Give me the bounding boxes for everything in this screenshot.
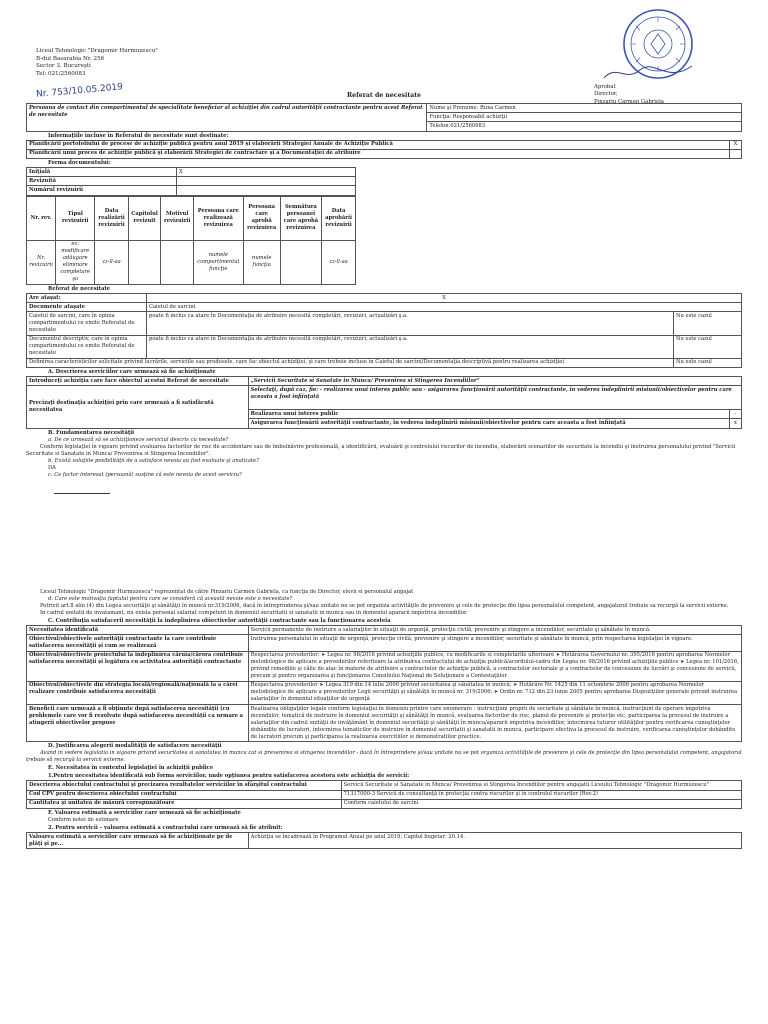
question-b: b. Există soluţiile posibilităţii de a satisface nevoia au fost evaluate şi analizate? — [48, 457, 259, 464]
contribution-value: Respectarea prevederilor ➤ Legea 319 din 14 iulie 2006 privind securitatea şi sănătatea în muncă; ➤ Hotărâre Nr. 1425 din 11 octombrie 2006 pentru aprobarea Normelor metodologice de aplicare a prevederilor Legii securităţii şi sănătăţii în muncă nr. 319/2006; ➤ Ordin nr. 712 din 23 iunie 2005 pentru aprobarea Dispoziţiilor generale privind instruirea salariaţilor în domeniul situaţiilor de urgenţă — [248, 681, 741, 704]
form-heading: Forma documentului: — [48, 160, 111, 167]
acquisition-destination-options: Selectaţi, după caz, fie: - realizarea unui interes public sau - asigurarea funcţionării autorităţii contractante, în vederea îndeplinirii misiunii/obiectivelor pentru care aceasta a fost înfiinţată — [248, 386, 741, 410]
destination-table — [26, 140, 742, 159]
contribution-row — [27, 635, 742, 651]
page2-body — [26, 589, 742, 849]
document-page-2 — [0, 545, 768, 1024]
destination-public-interest: Realizarea unui interes public — [248, 410, 729, 419]
contribution-table — [26, 625, 742, 742]
attachments-table — [26, 293, 742, 368]
attached-label: Are ataşat: — [27, 293, 147, 302]
destination-mark-2 — [730, 149, 742, 158]
revision-header-cell: Persoana care realizează revizuirea — [193, 196, 243, 240]
director-label: Director, — [594, 91, 618, 98]
section-d-heading: D. Justificarea alegerii modalităţii de satisfacere necesităţii — [48, 743, 222, 750]
stakeholders-text: Liceul Tehnologic "Dragomir Hurmuzescu" reprezentat de către Pinzariu Carmen Gabriela, ca funcţia de Director, elevii si personalul angajat — [40, 589, 414, 595]
acquisition-intro-label: Introduceţi achiziţia care face obiectul acestui Referat de necesitate — [27, 377, 249, 386]
services-row — [27, 781, 742, 790]
destination-option-2: Planificării unui proces de achiziţie publică şi elaborării Strategiei de contractare şi a Documentaţiei de atribuire — [27, 149, 730, 158]
section-a-heading: A. Descrierea serviciilor care urmează să fie achiziţionate — [48, 369, 216, 376]
value-label: Valoarea estimată a serviciilor care urmează să fie achiziţionate pe de plăţi şi pe... — [27, 832, 249, 848]
document-title: Referat de necesitate — [346, 92, 421, 99]
justification-text: Conform legislaţiei în vigoare privind evaluarea factorilor de risc de accidentare sau de îmbolnăvire profesională, a identificării, evaluării şi controlului riscurilor de incendiu, elaborării scenariilor de securitate la incendiu şi instruirea personalului privind "Servicii Securitate si Sanatate in Munca/ Prevenirea si Stingerea Incendiilor". — [26, 443, 736, 457]
contribution-value: Respectarea prevederilor: ➤ Legea nr. 98/2016 privind achiziţiile publice, cu modificarile si completarile ulterioare ➤ Hotărârea Guvernului nr. 395/2016 pentru aprobarea Normelor metodologice de aplicare a prevederilor referitoare la atribuirea contractului de achiziţie publică/acordului-cadru din Legea nr. 98/2016 privind achiziţiile publice ➤ Legea nr. 101/2016, privind remediile şi căile de atac în materie de atribuire a contractelor de achiziţie publică, a contractelor sectoriale şi a contractelor de concesiune de lucrări şi concesiune de servicii, precum şi pentru organizarea şi funcţionarea Consiliului Naţional de Soluţionare a Contestaţiilor — [248, 651, 741, 681]
staff-text: In cadrul unitatii de invatamant, nu exista personal salariat competent in domeniul securitatii si sanatatii in munca sau in domeniul apararii impotriva incendiilor. — [40, 610, 468, 617]
school-sector: Sector 3, Bucureşti — [36, 63, 91, 70]
contact-function: Funcţia: Responsabil achiziţii — [427, 113, 742, 122]
form-initial-label: Iniţială — [27, 168, 177, 177]
contribution-row — [27, 704, 742, 741]
destination-option-1: Planificării portofoliului de procese de achiziţie publică pentru anul 2019 şi elaborării Strategiei Anuale de Achiziţie Publică — [27, 140, 730, 149]
document-row — [27, 358, 742, 367]
section-f-heading: F. Valoarea estimată a serviciilor care urmează să fie achiziţionate — [48, 809, 241, 816]
director-name: Pinzariu Carmen Gabriela — [594, 98, 664, 105]
revision-header-cell: Semnătura persoanei care aprobă revizuirea — [280, 196, 321, 240]
info-heading: Informaţiile incluse în Referatul de necesitate sunt destinate: — [48, 132, 229, 139]
contact-table — [26, 103, 742, 132]
answer-yes: DA — [48, 464, 56, 471]
contribution-value: Instruirea personalului în situaţii de urgenţă, protecţie civilă, prevenire şi stingere a incendiilor, securitate şi sănătate în muncă, prin respectarea legislaţiei în vigoare. — [248, 635, 741, 651]
form-revision-number-label: Numărul revizuirii — [27, 186, 177, 195]
document-row-option: poate fi inclus ca atare în Documentaţia de atribuire necesită completări, revizuiri, actualizări ş.a. — [147, 335, 674, 358]
annex-heading: Referat de necesitate — [48, 285, 111, 292]
contribution-row — [27, 651, 742, 681]
registration-number: Nr. 753/10.05.2019 — [35, 82, 124, 100]
revision-example-cell: numele funcţia — [243, 240, 280, 284]
document-row — [27, 335, 742, 358]
destination-public-interest-mark: - — [730, 410, 742, 419]
school-name: Liceul Tehnologic "Dragomir Hurmuzescu" — [36, 48, 158, 54]
revision-header-cell: Persoana care aprobă revizuirea — [243, 196, 280, 240]
revision-header-cell: Data realizării revizuirii — [95, 196, 128, 240]
school-header — [36, 48, 158, 78]
services-label: Descrierea obiectului contractului şi precizarea rezultatelor serviciilor în sfârşitul contractului — [27, 781, 342, 790]
document-row-label: Caietul de sarcini, care în opinia compartimentului ce emite Referatul de necesitate — [27, 312, 147, 335]
section-b-heading: B. Fundamentarea necesităţii — [48, 429, 135, 436]
revision-example-cell — [280, 240, 321, 284]
question-a: a. De ce urmează să se achiziţioneze serviciul descris cu necesitate? — [48, 436, 229, 443]
contact-phone: Telefon:021/2560083 — [427, 122, 742, 131]
revision-example-cell: zz-ll-aa — [95, 240, 128, 284]
revision-example-cell: numele compartimentul funcţie — [193, 240, 243, 284]
services-label: Cod CPV pentru descrierea obiectului contractului — [27, 790, 342, 799]
form-revised-mark — [177, 177, 356, 186]
revision-example-cell — [128, 240, 161, 284]
document-row-status: Nu este cazul — [674, 358, 742, 367]
question-c: c. Ce factor interesat (persoană) susţine că este nevoia de acest serviciu? — [48, 471, 242, 478]
document-row-status: Nu este cazul — [674, 335, 742, 358]
contribution-row — [27, 626, 742, 635]
documents-label: Documente ataşate — [27, 303, 147, 312]
document-row-label: Documentul descriptiv, care în opinia compartimentului ce emite Referatul de necesitate — [27, 335, 147, 358]
revision-example-cell: zz-ll-aa — [322, 240, 356, 284]
form-revision-number-value — [177, 186, 356, 195]
question-d: d. Care este motivaţia faptului pentru care se consideră că această nevoie este o necesitate? — [48, 596, 293, 603]
revision-header-row — [27, 196, 356, 240]
revision-example-cell: Nr. revizuirii — [27, 240, 56, 284]
form-revised-label: Revizuită — [27, 177, 177, 186]
legal-basis-text: Potrivit art.8 alin (4) din Legea securităţii şi sănătăţii în muncă nr.319/2006, dacă în întreprinderea şi/sau unitate nu se pot organiza activităţile de prevenire şi cele de protecţie din lipsa personalului competent, angajatorul trebuie sa recurgă la servicii externe. — [40, 603, 729, 610]
revision-example-cell: ex: modificare adăugare eliminare completare şa — [56, 240, 95, 284]
contribution-label: Necesitatea identificată — [27, 626, 249, 635]
contribution-value: Servicii permanente de instruire a salariaţilor în situaţii de urgenţă, protecţie civilă, prevenire şi stingere a incendiilor, securitate şi sănătate în muncă. — [248, 626, 741, 635]
page1-body — [26, 103, 742, 479]
approved-label: Aprobat — [594, 84, 616, 90]
attached-mark: X — [147, 293, 742, 302]
destination-operation-mark: x — [730, 419, 742, 428]
services-table — [26, 780, 742, 809]
specs-label: Caietul de sarcini — [147, 303, 742, 312]
revision-example-row — [27, 240, 356, 284]
contribution-label: Obiectivul/obiectivele din strategia locală/regională/naţională la a cărei realizare contribuie satisfacerea necesităţii — [27, 681, 249, 704]
contact-label: Persoana de contact din compartimentul de specialitate beneficiar al achiziţiei din cadrul autorităţii contractante pentru acest Referat de necesitate — [27, 104, 427, 132]
services-row — [27, 799, 742, 808]
contribution-label: Beneficii care urmează a fi obţinute după satisfacerea necesităţii (cu problemele care vor fi rezolvate după satisfacerea necesităţii ca urmare a atingerii obiectivelor propuse — [27, 704, 249, 741]
acquisition-intro-value: „Servicii Securitate si Sanatate in Munca/ Prevenirea si Stingerea Incendiilor” — [248, 377, 741, 386]
section-f-text: Conform notei de estimare — [48, 816, 119, 823]
section-f-subheading: 2. Pentru servicii – valoarea estimată a contractului care urmează să fie atribuit: — [48, 824, 283, 831]
acquisition-destination-label: Precizaţi destinaţia achiziţiei prin care urmează a fi satisfăcută necesitatea — [27, 386, 249, 428]
services-row — [27, 790, 742, 799]
revision-header-cell: Tipul revizuirii — [56, 196, 95, 240]
acquisition-table — [26, 376, 742, 429]
school-address: B-dul Basarabia Nr. 256 — [36, 55, 105, 62]
services-value: Conform caietului de sarcini — [341, 799, 741, 808]
section-d-text: Avand in vedere legislatia in vigoare privind securitatea si sanatatea in munca cat si prevenirea si stingerea incendiilor - dacă în întreprindere şi/sau unitate nu se pot organiza activităţile de prevenire şi cele de protecţie din lipsa personalului competent, angajatorul trebuie să recurgă la servicii externe. — [26, 750, 742, 764]
section-e-subheading: 1.Pentru necesitatea identificată sub forma serviciilor, unde opţiunea pentru satisfacerea acestora este achiziţia de servicii: — [48, 773, 410, 780]
revision-header-cell: Motivul revizuirii — [161, 196, 193, 240]
destination-mark-1: X — [730, 140, 742, 149]
revision-header-cell: Capitolul revizuit — [128, 196, 161, 240]
destination-operation: Asigurarea funcţionării autorităţii contractante, în vederea îndeplinirii misiunii/obiectivelor pentru care aceasta a fost înfiinţată — [248, 419, 729, 428]
contribution-value: Realizarea obligaţiilor legale conform legislaţiei în domeniu printre care enumerare : instrucţiuni proprii de securitate şi sănătate în muncă, instrucţiuni de operare împotriva incendiilor, tematică de instruire în domeniul securităţii şi sănătăţii în muncă, evaluarea factorilor de risc, planul de prevenire şi protecţie etc, participarea la procesul de instruire a salariaţilor din cadrul unităţii de invăţământ în domeniul securităţii şi sănătăţii în munca/apararii impotriva incendiilor, întocmirea tuturor utilităţilor pentru verificarea cunoştinţelor dobândite de lucratori, întocmirea tematicilor de instruire în domeniul securitatii şi sanatatii in munca, participare efectiva la procesul de instruire, verificarea cunoştinţelor dobândite de lucratori precum şi participarea la realizarea exercitiilor si demonstratiilor practice. — [248, 704, 741, 741]
contribution-label: Obiectivul/obiectivele autorităţii contractante la care contribuie satisfacerea necesităţii şi cum se realizează — [27, 635, 249, 651]
form-initial-mark: X — [177, 168, 356, 177]
signature-line — [54, 493, 110, 494]
document-row — [27, 312, 742, 335]
services-label: Cantitatea şi unitatea de măsură corespunzătoare — [27, 799, 342, 808]
services-value: Servicii Securitate si Sanatate in Munca/ Prevenirea si Stingerea Incendiilor pentru angajatii Liceului Tehnologic "Dragomir Hurmuzescu" — [341, 781, 741, 790]
section-c-heading: C. Contribuţia satisfacerii necesităţii la îndeplinirea obiectivelor autorităţii contractante sau la funcţionarea acesteia — [48, 618, 391, 625]
document-row-option: poate fi inclus ca atare în Documentaţia de atribuire necesită completări, revizuiri, actualizări ş.a. — [147, 312, 674, 335]
contribution-row — [27, 681, 742, 704]
contribution-label: Obiectivul/obiectivele proiectului la îndeplinirea căruia/cărora contribuie satisfacerea necesităţii şi legătura cu activitatea autorităţii contractante — [27, 651, 249, 681]
document-row-label: Definirea caracteristicilor solicitate privind lucrările, serviciile sau produsele, care fac obiectul achiziţiei, şi care trebuie incluse în Caietul de sarcini/Documentaţia descriptivă pentru realizarea achiziţiei — [27, 358, 674, 367]
value-table — [26, 832, 742, 849]
document-row-status: Nu este cazul — [674, 312, 742, 335]
services-value: 71317000-3 Servicii de consultanţă în protecţia contra riscurilor şi în controlul riscurilor (Rev.2) — [341, 790, 741, 799]
section-e-heading: E. Necesitatea în contextul legislaţiei în achiziţii publice — [48, 765, 214, 772]
revision-header-cell: Nr. rev. — [27, 196, 56, 240]
revision-table — [26, 196, 356, 285]
official-stamp-icon — [596, 4, 706, 88]
contact-name: Nume şi Prenume: Ruxa Carmen — [427, 104, 742, 113]
revision-example-cell — [161, 240, 193, 284]
form-table — [26, 167, 356, 196]
school-phone: Tel: 021/2560083 — [36, 70, 86, 77]
revision-header-cell: Data aprobării revizuirii — [322, 196, 356, 240]
value-text: Achiziţia se încadrează în Programul Anual pe anul 2019; Capitol bugetar: 20.14. — [248, 832, 741, 848]
